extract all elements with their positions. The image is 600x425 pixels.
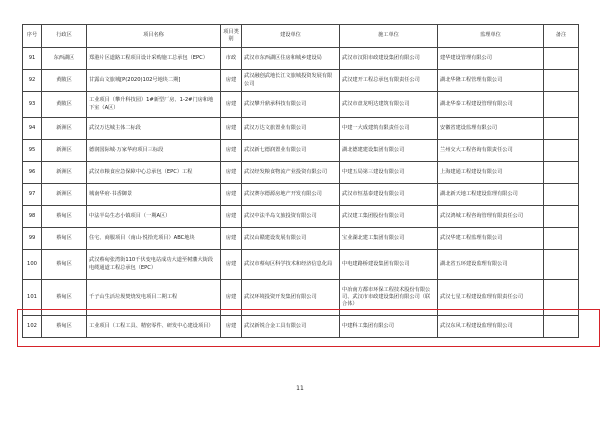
cell-contractor: 中冶南方都市环保工程技术股份有限公司、武汉市市政建设集团有限公司（联合体） (340, 280, 438, 316)
cell-builder: 武汉中法半岛文旅投资有限公司 (242, 206, 340, 228)
cell-remark (544, 316, 579, 338)
cell-no: 101 (23, 280, 42, 316)
cell-remark (544, 162, 579, 184)
header-project-name: 项目名称 (87, 25, 221, 48)
cell-supervisor: 武汉华建工程监理有限公司 (438, 228, 544, 250)
cell-project-name: 武汉市粮食应急保障中心总承包（EPC）工程 (87, 162, 221, 184)
table-row (23, 206, 579, 228)
cell-builder: 武汉环境投资开发集团有限公司 (242, 280, 340, 316)
cell-category: 房建 (221, 162, 242, 184)
cell-category: 房建 (221, 118, 242, 140)
cell-builder: 武汉新锐合金工具有限公司 (242, 316, 340, 338)
project-table (22, 24, 579, 338)
cell-category: 房建 (221, 228, 242, 250)
cell-contractor: 武汉建开工程总承包有限责任公司 (340, 70, 438, 92)
cell-supervisor: 兰州交大工程咨询有限责任公司 (438, 140, 544, 162)
cell-category: 房建 (221, 140, 242, 162)
cell-builder: 武汉市东西湖区住房和城乡建设局 (242, 48, 340, 70)
cell-supervisor: 湖北华泰工程建设管理有限公司 (438, 92, 544, 118)
page-number: 11 (296, 385, 304, 392)
cell-builder: 武汉经发粮食物流产业投资有限公司 (242, 162, 340, 184)
cell-contractor: 中建一大成建筑有限责任公司 (340, 118, 438, 140)
cell-district: 东西湖区 (42, 48, 87, 70)
cell-contractor: 中建科工集团有限公司 (340, 316, 438, 338)
header-supervisor: 监理单位 (438, 25, 544, 48)
header-category: 项目类别 (221, 25, 242, 48)
cell-contractor: 中电建路桥建设集团有限公司 (340, 250, 438, 280)
cell-no: 97 (23, 184, 42, 206)
table-row (23, 162, 579, 184)
cell-category: 房建 (221, 92, 242, 118)
cell-builder: 武汉攀升鼎承科技有限公司 (242, 92, 340, 118)
cell-no: 95 (23, 140, 42, 162)
cell-project-name: 住宅、商服项目（南山·悦拾光项目）ABC地块 (87, 228, 221, 250)
cell-supervisor: 武汉七星工程建设监理有限责任公司 (438, 280, 544, 316)
cell-project-name: 郑港片区道路工程项目设计采购施工总承包（EPC） (87, 48, 221, 70)
cell-supervisor: 武汉东风工程建设监理有限公司 (438, 316, 544, 338)
cell-district: 新洲区 (42, 162, 87, 184)
cell-project-name: 千子山生活垃圾焚烧发电项目二期工程 (87, 280, 221, 316)
cell-category: 房建 (221, 280, 242, 316)
header-contractor: 施工单位 (340, 25, 438, 48)
cell-remark (544, 206, 579, 228)
cell-builder: 武汉市蔡甸区科学技术和经济信息化局 (242, 250, 340, 280)
cell-builder: 武汉万达文旅置业有限公司 (242, 118, 340, 140)
cell-project-name: 城南华府·书香御景 (87, 184, 221, 206)
cell-contractor: 湖北德建建设集团有限公司 (340, 140, 438, 162)
cell-project-name: 甘露山文旅城[P(2020)102号地块二期] (87, 70, 221, 92)
cell-supervisor: 安徽省建设监理有限公司 (438, 118, 544, 140)
cell-category: 房建 (221, 184, 242, 206)
cell-remark (544, 70, 579, 92)
header-no: 序号 (23, 25, 42, 48)
cell-district: 新洲区 (42, 118, 87, 140)
cell-contractor: 武汉市盘龙明达建筑有限公司 (340, 92, 438, 118)
cell-category: 房建 (221, 316, 242, 338)
cell-builder: 武汉新七德润置业有限公司 (242, 140, 340, 162)
cell-contractor: 武汉建工集团股份有限公司 (340, 206, 438, 228)
cell-supervisor: 湖北新天地工程建设监理有限公司 (438, 184, 544, 206)
cell-district: 新洲区 (42, 140, 87, 162)
cell-contractor: 中建五局第三建设有限公司 (340, 162, 438, 184)
cell-district: 黄陂区 (42, 70, 87, 92)
header-remark: 备注 (544, 25, 579, 48)
cell-no: 96 (23, 162, 42, 184)
cell-remark (544, 140, 579, 162)
header-builder: 建设单位 (242, 25, 340, 48)
cell-remark (544, 92, 579, 118)
cell-no: 100 (23, 250, 42, 280)
cell-no: 102 (23, 316, 42, 338)
cell-remark (544, 48, 579, 70)
cell-supervisor: 建华建设管理有限公司 (438, 48, 544, 70)
cell-project-name: 中法半岛生态小镇项目（一期A区） (87, 206, 221, 228)
cell-remark (544, 118, 579, 140)
table-row (23, 316, 579, 338)
cell-contractor: 武汉市汉阳市政建设集团有限公司 (340, 48, 438, 70)
table-row (23, 118, 579, 140)
cell-category: 市政 (221, 48, 242, 70)
table-row (23, 228, 579, 250)
table-header-row (23, 25, 579, 48)
cell-no: 92 (23, 70, 42, 92)
table-row (23, 92, 579, 118)
cell-no: 98 (23, 206, 42, 228)
cell-category: 房建 (221, 250, 242, 280)
cell-supervisor: 湖北省五环建设监理有限公司 (438, 250, 544, 280)
cell-district: 蔡甸区 (42, 280, 87, 316)
cell-project-name: 工业项目（工程工具、精密零件、研发中心建设项目） (87, 316, 221, 338)
cell-no: 99 (23, 228, 42, 250)
cell-contractor: 宝业湖北建工集团有限公司 (340, 228, 438, 250)
cell-remark (544, 280, 579, 316)
cell-remark (544, 250, 579, 280)
cell-supervisor: 湖北华隆工程管理有限公司 (438, 70, 544, 92)
cell-district: 新洲区 (42, 184, 87, 206)
cell-remark (544, 228, 579, 250)
table-row (23, 140, 579, 162)
cell-district: 蔡甸区 (42, 206, 87, 228)
table-row (23, 250, 579, 280)
cell-district: 黄陂区 (42, 92, 87, 118)
cell-district: 蔡甸区 (42, 316, 87, 338)
table-row (23, 70, 579, 92)
table-row (23, 48, 579, 70)
cell-supervisor: 武汉鸿城工程咨询管理有限责任公司 (438, 206, 544, 228)
cell-category: 房建 (221, 70, 242, 92)
cell-remark (544, 184, 579, 206)
cell-supervisor: 上海建通工程建设有限公司 (438, 162, 544, 184)
cell-builder: 武汉赛尔德源房地产开发有限公司 (242, 184, 340, 206)
cell-district: 蔡甸区 (42, 228, 87, 250)
cell-no: 91 (23, 48, 42, 70)
table-row (23, 184, 579, 206)
cell-builder: 武汉山赣建设发展有限公司 (242, 228, 340, 250)
cell-project-name: 德润国际城·万家华府项目三标段 (87, 140, 221, 162)
cell-contractor: 武汉市恒基泰建设有限公司 (340, 184, 438, 206)
cell-category: 房建 (221, 206, 242, 228)
cell-district: 蔡甸区 (42, 250, 87, 280)
cell-project-name: 工业项目（攀升科技园）1#新型厂房、1-2#门房和地下室（A区） (87, 92, 221, 118)
cell-builder: 武汉融创武地长江文旅城投资发展有限公司 (242, 70, 340, 92)
cell-project-name: 武汉蔡甸张湾街110千伏变电站成功大道至树藩大街段电缆通道工程总承包（EPC） (87, 250, 221, 280)
table-row-highlighted (23, 280, 579, 316)
header-district: 行政区 (42, 25, 87, 48)
cell-no: 94 (23, 118, 42, 140)
cell-no: 93 (23, 92, 42, 118)
cell-project-name: 武汉万达城主体二标段 (87, 118, 221, 140)
